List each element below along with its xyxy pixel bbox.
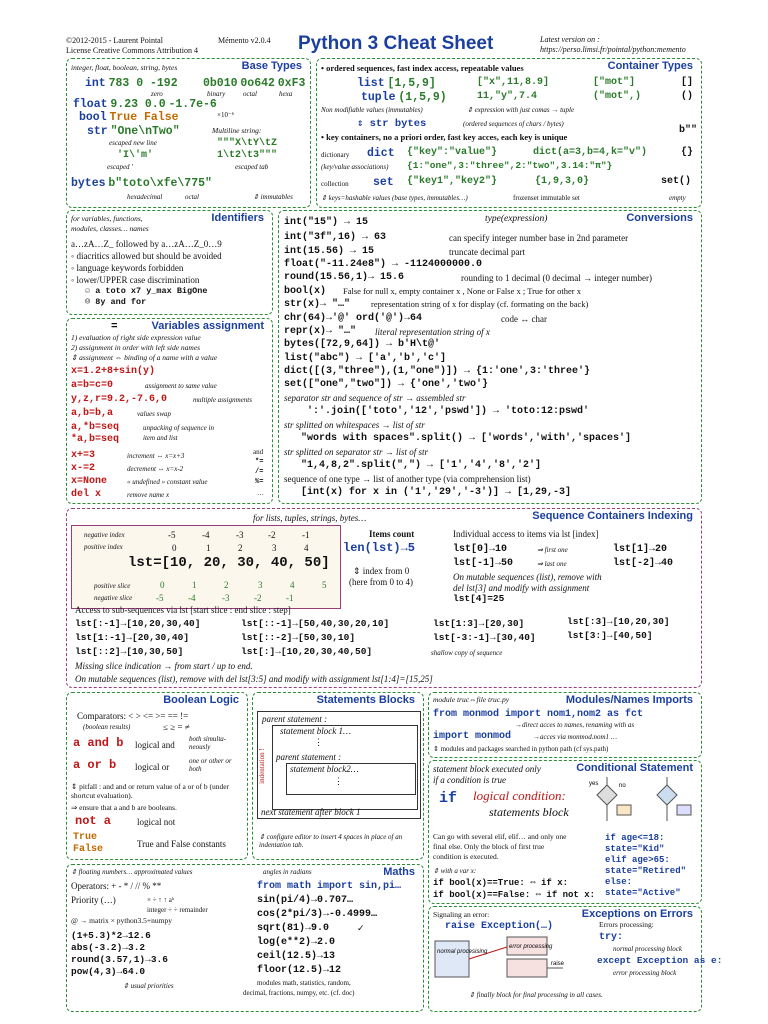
- neg-index-1: -4: [202, 530, 210, 540]
- var-l7: a,b=b,a: [71, 408, 114, 419]
- pos-index-label: positive index: [84, 543, 123, 551]
- pos-slice-0: 0: [160, 580, 165, 590]
- variables-section: [66, 318, 273, 504]
- slice-9: lst[::2]→[10,30,50]: [75, 646, 184, 657]
- section-title: Conversions: [626, 212, 693, 224]
- pos-slice-3: 3: [258, 580, 263, 590]
- module-l1-note: →direct acces to names, renaming with as: [515, 721, 635, 729]
- list-ex1: ["x",11,8.9]: [477, 77, 550, 88]
- neg-index-3: -2: [268, 530, 276, 540]
- var-l12: x=None: [71, 476, 108, 487]
- cond-c2: state="Kid": [605, 844, 665, 854]
- section-title: Variables assignment: [151, 320, 264, 332]
- indentation-label: indentation !: [257, 748, 266, 784]
- neg-slice-0: -5: [156, 593, 164, 603]
- conv-r17: "words with spaces".split() → ['words','with','spaces']: [301, 433, 632, 444]
- expression-note: ⇕ expression with just comas → tuple: [467, 106, 575, 114]
- op-and: and: [253, 448, 264, 456]
- normal-block-label: normal processing block: [613, 945, 682, 953]
- oct-note: octal: [243, 90, 257, 98]
- ident-l3: a…zA…Z_ followed by a…zA…Z_0…9: [71, 239, 222, 249]
- bool-eq-2: if bool(x)==False: ⇔ if not x:: [433, 890, 596, 900]
- str-kw: str: [87, 125, 108, 138]
- collection-label: collection: [321, 180, 349, 188]
- pos-slice-label: positive slice: [94, 582, 131, 590]
- var-l11-note: decrement ⇔ x=x-2: [127, 465, 184, 473]
- processing-label: Errors processing:: [599, 920, 654, 929]
- ensure-note: ⇒ ensure that a and b are booleans.: [71, 803, 177, 812]
- module-l2-note: →acces via monmod.nom1 …: [533, 733, 617, 741]
- conv-r3: int(15.56) → 15: [284, 246, 375, 257]
- and-note2: both simulta-neously: [189, 735, 227, 752]
- var-l2: 2) assignment in order with left side names: [71, 343, 201, 352]
- var-l5-note: assignment to same value: [145, 382, 217, 390]
- hex-note2: hexadecimal: [127, 193, 163, 201]
- access-1-note: ⇒ first one: [537, 546, 568, 554]
- str-bytes: ⇕ str bytes: [357, 118, 427, 130]
- var-l9-note: item and list: [143, 434, 178, 442]
- nonmod-note: Non modifiable values (immutables): [321, 106, 423, 114]
- identifiers-section: [66, 210, 273, 315]
- conv-r11: list("abc") → ['a','b','c']: [284, 353, 447, 364]
- ident-l1: for variables, functions,: [71, 214, 143, 223]
- var-l10: x+=3: [71, 450, 96, 461]
- var-l8: a,*b=seq: [71, 422, 120, 433]
- multiline-label: Multiline string:: [212, 126, 262, 135]
- slice-4: lst[:3]→[10,20,30]: [567, 616, 670, 627]
- set-empty: set(): [661, 176, 692, 187]
- mutable-note-2: del lst[3] and modify with assignment: [453, 583, 590, 593]
- conv-r6-note: False for null x, empty container x , None or False x ; True for other x: [343, 286, 581, 296]
- frozenset-note: frozenset immutable set: [513, 194, 580, 202]
- op-more: …: [257, 489, 264, 497]
- statement-diagram: [257, 711, 421, 819]
- priority-note: × ÷ ↑ ↑ aᵇ: [147, 896, 175, 904]
- math-ex-3: round(3.57,1)→3.6: [71, 954, 168, 965]
- math-ex-1: (1+5.3)*2→12.6: [71, 930, 151, 941]
- maths-section: [66, 864, 424, 1012]
- conv-r14: separator str and sequence of str → assembled str: [284, 393, 466, 403]
- bytes-val: b"toto\xfe\775": [108, 177, 212, 190]
- section-title: Maths: [383, 866, 415, 878]
- block-1: statement block 1…: [280, 726, 351, 736]
- neg-slice-label: negative slice: [94, 594, 133, 602]
- pos-slice-4: 4: [290, 580, 295, 590]
- type-expr: type(expression): [485, 214, 548, 224]
- boolean-results-note: (boolean results): [83, 723, 131, 731]
- neg-index-4: -1: [302, 530, 310, 540]
- cond-note-3: condition is executed.: [433, 852, 499, 861]
- var-l3: ⇕ assignment ⇔ binding of a name with a value: [71, 353, 218, 362]
- or-expr: a or b: [73, 758, 117, 772]
- conv-r9-note: literal representation string of x: [375, 327, 490, 337]
- op-div: /=: [255, 468, 264, 476]
- str-val: "One\nTwo": [110, 125, 180, 138]
- neg-slice-4: -1: [286, 593, 294, 603]
- int-hex: 0xF3: [277, 77, 306, 90]
- escaped-tab-note: escaped tab: [235, 163, 269, 171]
- pos-index-3: 3: [272, 543, 277, 553]
- section-title: Statements Blocks: [316, 694, 415, 706]
- exception-flow-diagram: [433, 935, 583, 983]
- container-types-section: [316, 58, 702, 208]
- math-r3: cos(2*pi/3)→-0.4999…: [257, 909, 378, 920]
- mutable-note-3: lst[4]=25: [453, 593, 505, 604]
- priority: Priority (…): [71, 895, 116, 905]
- signal-label: Signaling an error:: [433, 910, 490, 919]
- conv-r4: float("-11.24e8") → -1124000000.0: [284, 259, 483, 270]
- pos-index-4: 4: [304, 543, 309, 553]
- conv-r2-note: can specify integer number base in 2nd parameter: [449, 233, 629, 243]
- conditional-section: [428, 760, 702, 904]
- index-diagram: [71, 525, 341, 609]
- error-proc-label: error processing: [509, 944, 553, 950]
- memento-version: Mémento v2.0.4: [218, 36, 271, 45]
- conv-r15: ':'.join(['toto','12','pswd']) → 'toto:12:pswd': [307, 406, 590, 417]
- next-statement: next statement after block 1: [261, 807, 361, 817]
- cond-intro-1: statement block executed only: [433, 764, 541, 774]
- cond-c6: state="Active": [605, 888, 681, 898]
- slice-10-note: shallow copy of sequence: [431, 649, 503, 657]
- math-r1: from math import sin,pi…: [257, 881, 402, 892]
- conv-r2: int("3f",16) → 63: [284, 232, 387, 243]
- index-range-note: (here from 0 to 4): [349, 577, 413, 587]
- conv-r8-note: code ↔ char: [501, 314, 547, 324]
- exceptions-section: [428, 906, 723, 1012]
- not-note: logical not: [137, 817, 176, 827]
- cond-block: statements block: [489, 805, 569, 819]
- and-expr: a and b: [73, 736, 124, 750]
- tuple-ex1: 11,"y",7.4: [477, 91, 538, 102]
- var-l12-note: « undefined » constant value: [127, 478, 208, 486]
- math-modules-1: modules math, statistics, random,: [257, 979, 351, 987]
- slice-10: lst[:]→[10,20,30,40,50]: [241, 646, 373, 657]
- keys-note: ⇕ keys=hashable values (base types, immutables…): [321, 194, 468, 202]
- tuple-val: (1,5,9): [398, 91, 447, 104]
- ident-l5: ◦ language keywords forbidden: [71, 263, 184, 273]
- conv-r21: [int(x) for x in ('1','29','-3')] → [1,29,-3]: [301, 487, 572, 498]
- hex-note: hexa: [279, 90, 293, 98]
- neg-slice-3: -2: [254, 593, 262, 603]
- dots-1: ⋮: [314, 737, 323, 747]
- eq-sign: =: [111, 321, 118, 333]
- comparators: Comparators: < > <= >= == !=: [77, 711, 189, 721]
- quote-val: 'I\'m': [117, 150, 154, 161]
- var-x-note: ⇕ with a var x:: [433, 867, 477, 875]
- slice-5: lst[1:-1]→[20,30,40]: [75, 632, 190, 643]
- math-r7: floor(12.5)→12: [257, 965, 342, 976]
- conv-r5-note: rounding to 1 decimal (0 decimal → integer number): [461, 273, 652, 283]
- copyright: ©2012-2015 - Laurent Pointal: [66, 36, 163, 45]
- seq-intro: for lists, tuples, strings, bytes…: [253, 513, 367, 523]
- conversions-section: [278, 210, 702, 504]
- list-ex2: ["mot"]: [593, 77, 636, 88]
- var-l6-note: multiple assignments: [193, 396, 252, 404]
- var-l9: *a,b=seq: [71, 434, 120, 445]
- var-l4: x=1.2+8+sin(y): [71, 366, 156, 377]
- list-kw: list: [357, 77, 385, 90]
- empty-note: empty: [669, 194, 686, 202]
- section-title: Container Types: [607, 60, 693, 72]
- section-title: Boolean Logic: [163, 694, 239, 706]
- dict-kw: dict: [367, 147, 395, 160]
- pos-index-0: 0: [172, 543, 177, 553]
- var-l7-note: values swap: [137, 410, 172, 418]
- access-3-note: ⇒ last one: [537, 560, 567, 568]
- op-mul: *=: [255, 458, 264, 466]
- section-title: Modules/Names Imports: [565, 694, 693, 706]
- dict-label: dictionary: [321, 151, 350, 159]
- immutables-note: ⇕ immutables: [253, 193, 293, 201]
- mutable-note-1: On mutable sequences (list), remove with: [453, 572, 602, 582]
- escaped-newline-note: escaped new line: [109, 139, 157, 147]
- ident-l8: ☹ 8y and for: [85, 297, 147, 307]
- zero-note: zero: [151, 90, 163, 98]
- escaped-quote-note: escaped ': [107, 163, 133, 171]
- key-containers-label: • key containers, no a priori order, fast key acces, each key is unique: [321, 132, 568, 142]
- integer-note: integer ÷ ÷ remainder: [147, 906, 208, 914]
- len-example: len(lst)→5: [343, 541, 416, 555]
- int-bin: 0b010: [203, 77, 238, 90]
- cond-intro-2: if a condition is true: [433, 775, 506, 785]
- false-const: False: [73, 844, 104, 855]
- modules-section: [428, 692, 702, 758]
- operators: Operators: + - * / // % **: [71, 881, 162, 891]
- slice-3: lst[1:3]→[20,30]: [433, 618, 525, 629]
- var-l6: y,z,r=9.2,-7.6,0: [71, 394, 168, 405]
- bytes-kw: bytes: [71, 177, 106, 190]
- section-title: Sequence Containers Indexing: [532, 510, 693, 522]
- usual-priorities-note: ⇕ usual priorities: [123, 982, 174, 990]
- pos-slice-5: 5: [322, 580, 327, 590]
- dict-ex1: {"key":"value"}: [407, 147, 498, 158]
- op-mod: %=: [255, 478, 264, 486]
- pos-slice-1: 1: [192, 580, 197, 590]
- indiv-access-label: Individual access to items via lst [index]: [453, 529, 599, 539]
- configure-note: ⇕ configure editor to insert 4 spaces in place of an indentation tab.: [259, 833, 403, 850]
- conv-r12: dict([(3,"three"),(1,"one")]) → {1:'one',3:'three'}: [284, 366, 591, 377]
- access-4: lst[-2]→40: [613, 558, 674, 569]
- conv-r1: int("15") → 15: [284, 217, 369, 228]
- raise-label: raise: [551, 961, 565, 967]
- conv-r5: round(15.56,1)→ 15.6: [284, 272, 405, 283]
- exp-note: ×10⁻⁶: [217, 111, 235, 119]
- bool-eq-1: if bool(x)==True: ⇔ if x:: [433, 878, 569, 888]
- bin-note: binary: [207, 90, 226, 98]
- floating-note: ⇕ floating numbers… approximated values: [71, 868, 193, 876]
- try-kw: try:: [599, 932, 624, 943]
- base-types-section: [66, 58, 311, 208]
- neg-index-0: -5: [168, 530, 176, 540]
- conv-r10: bytes([72,9,64]) → b'H\t@': [284, 339, 441, 350]
- normal-proc-label: normal procesising: [437, 949, 488, 955]
- ident-l7: ☺ a toto x7 y_max BigOne: [85, 286, 208, 296]
- pos-slice-2: 2: [224, 580, 229, 590]
- and-note: logical and: [135, 740, 175, 750]
- math-r6: ceil(12.5)→13: [257, 951, 336, 962]
- cond-note-1: Can go with several elif, elif… and only one: [433, 832, 567, 841]
- cond-c5: else:: [605, 877, 633, 887]
- consts-note: True and False constants: [137, 839, 226, 849]
- bytes-empty: b"": [679, 125, 698, 136]
- math-r5: log(e**2)→2.0: [257, 937, 336, 948]
- module-l3: ⇕ modules and packages searched in python path (cf sys.path): [433, 745, 609, 753]
- dict-empty: {}: [681, 147, 694, 158]
- module-intro: module truc⇔file truc.py: [433, 695, 510, 704]
- dots-2: ⋮: [334, 776, 343, 786]
- math-ex-2: abs(-3.2)→3.2: [71, 942, 146, 953]
- intro: integer, float, boolean, string, bytes: [71, 63, 178, 72]
- oct-note2: octal: [185, 193, 199, 201]
- subseq-label: Access to sub-sequences via lst [start slice : end slice : step]: [75, 605, 291, 615]
- access-2: lst[1]→20: [613, 544, 668, 555]
- mutable-slice-note: On mutable sequences (list), remove with del lst[3:5] and modify with assignment lst[1:4]=[15,25]: [75, 674, 433, 684]
- cond-c4: state="Retired": [605, 866, 687, 876]
- ident-l6: ◦ lower/UPPER case discrimination: [71, 275, 200, 285]
- lst-def: lst=[10, 20, 30, 40, 50]: [128, 555, 330, 571]
- math-ex-4: pow(4,3)→64.0: [71, 966, 146, 977]
- ordered-seq-label: • ordered sequences, fast index access, repeatable values: [321, 63, 524, 73]
- conv-r6: bool(x): [284, 286, 327, 297]
- slice-7: lst[-3:-1]→[30,40]: [433, 632, 536, 643]
- block-2: statement block2…: [290, 764, 359, 774]
- error-block-label: error processing block: [613, 969, 677, 977]
- or-note: logical or: [135, 762, 170, 772]
- var-l5: a=b=c=0: [71, 380, 114, 391]
- bool-kw: bool: [79, 111, 107, 124]
- conv-r9: repr(x)→ "…": [284, 326, 357, 337]
- raise-expr: raise Exception(…): [445, 921, 554, 932]
- missing-slice-note: Missing slice indication → from start / up to end.: [75, 661, 253, 671]
- slice-1: lst[:-1]→[10,20,30,40]: [75, 618, 201, 629]
- section-title: Identifiers: [211, 212, 264, 224]
- boolean-section: [66, 692, 248, 860]
- conv-r19: "1,4,8,2".split(",") → ['1','4','8','2']: [301, 460, 542, 471]
- conv-r8: chr(64)→'@' ord('@')→64: [284, 313, 423, 324]
- module-l1: from monmod import nom1,nom2 as fct: [433, 709, 644, 720]
- pos-index-2: 2: [238, 543, 243, 553]
- true-const: True: [73, 832, 98, 843]
- var-l11: x-=2: [71, 463, 96, 474]
- items-count-label: Items count: [369, 529, 415, 539]
- dict-ex2: dict(a=3,b=4,k="v"): [533, 147, 648, 158]
- section-title: Base Types: [241, 60, 302, 72]
- list-empty: []: [681, 77, 694, 88]
- conv-r13: set(["one","two"]) → {'one','two'}: [284, 379, 489, 390]
- slice-2: lst[::-1]→[50,40,30,20,10]: [241, 618, 390, 629]
- latest-label: Latest version on :: [540, 35, 600, 44]
- parent-1: parent statement :: [262, 714, 328, 724]
- math-ops: ≤ ≥ = ≠: [163, 722, 190, 732]
- cond-c3: elif age>65:: [605, 855, 670, 865]
- conv-r16: str splitted on whitespaces → list of str: [284, 420, 425, 430]
- bool-vals: True False: [109, 111, 179, 124]
- section-title: Exceptions on Errors: [581, 908, 693, 920]
- var-l8-note: unpacking of sequence in: [143, 424, 214, 432]
- conv-r18: str splitted on separator str → list of str: [284, 447, 429, 457]
- conv-r7: str(x)→ "…": [284, 299, 351, 310]
- slice-8: lst[3:]→[40,50]: [567, 630, 653, 641]
- multiline-val1: """X\tY\tZ: [217, 138, 278, 149]
- finally-note: ⇕ finally block for final processing in all cases.: [469, 991, 603, 999]
- var-l13-note: remove name x: [127, 491, 170, 499]
- float-kw: float: [73, 98, 108, 111]
- math-r4: sqrt(81)→9.0: [257, 923, 330, 934]
- int-oct: 0o642: [240, 77, 275, 90]
- pos-index-1: 1: [206, 543, 211, 553]
- if-kw: if: [439, 790, 458, 807]
- index-from0: ⇕ index from 0: [353, 566, 410, 576]
- module-l2: import monmod: [433, 731, 512, 742]
- license: License Creative Commons Attribution 4: [66, 46, 198, 55]
- tuple-kw: tuple: [361, 91, 396, 104]
- neg-slice-1: -4: [188, 593, 196, 603]
- slice-6: lst[::-2]→[50,30,10]: [241, 632, 356, 643]
- conv-r7-note: representation string of x for display (cf. formating on the back): [371, 299, 589, 309]
- math-r2: sin(pi/4)→0.707…: [257, 895, 354, 906]
- parent-2: parent statement :: [276, 752, 342, 762]
- list-val: [1,5,9]: [387, 77, 436, 90]
- set-kw: set: [373, 176, 394, 189]
- var-l13: del x: [71, 489, 102, 500]
- statements-section: [252, 692, 424, 860]
- set-ex2: {1,9,3,0}: [535, 176, 590, 187]
- var-l10-note: increment ⇔ x=x+3: [127, 452, 185, 460]
- check-icon: ✓: [357, 923, 365, 933]
- float-exp: -1.7e-6: [168, 98, 217, 111]
- set-ex1: {"key1","key2"}: [407, 176, 498, 187]
- float-vals: 9.23 0.0: [110, 98, 166, 111]
- cond-c1: if age<=18:: [605, 833, 665, 843]
- latest-url[interactable]: https://perso.limsi.fr/pointal/python:memento: [540, 45, 686, 54]
- var-l1: 1) evaluation of right side expression value: [71, 333, 201, 342]
- kv-label: (key/value associations): [321, 163, 389, 171]
- yes-label: yes: [589, 781, 599, 787]
- not-expr: not a: [75, 814, 112, 828]
- access-3: lst[-1]→50: [453, 558, 514, 569]
- cond-flow-diagram: [587, 775, 699, 827]
- section-title: Conditional Statement: [576, 762, 693, 774]
- tuple-ex2: ("mot",): [593, 91, 642, 102]
- page-title: Python 3 Cheat Sheet: [298, 33, 494, 54]
- ident-l2: modules, classes… names: [71, 224, 149, 233]
- neg-index-label: negative index: [84, 531, 125, 539]
- access-1: lst[0]→10: [453, 544, 508, 555]
- ident-l4: ◦ diacritics allowed but should be avoided: [71, 251, 222, 261]
- ordered-seq-note: (ordered sequences of chars / bytes): [463, 120, 564, 128]
- conv-r20: sequence of one type → list of another type (via comprehension list): [284, 474, 531, 484]
- matrix-note: @ → matrix × python3.5+numpy: [71, 916, 172, 925]
- neg-slice-2: -3: [222, 593, 230, 603]
- math-modules-2: decimal, fractions, numpy, etc. (cf. doc): [243, 989, 355, 997]
- tuple-empty: (): [681, 91, 694, 102]
- angles-note: angles in radians: [263, 868, 312, 876]
- multiline-val2: 1\t2\t3""": [217, 150, 278, 161]
- no-label: no: [619, 783, 626, 789]
- int-kw: int: [85, 77, 106, 90]
- cond-logical: logical condition:: [473, 788, 566, 803]
- except-expr: except Exception as e:: [597, 955, 723, 966]
- cond-note-2: final else. Only the block of first true: [433, 842, 545, 851]
- seq-index-section: [66, 508, 702, 688]
- or-note2: one or other or both: [189, 757, 232, 774]
- int-vals: 783 0 -192: [108, 77, 178, 90]
- neg-index-2: -3: [236, 530, 244, 540]
- dict-ex3: {1:"one",3:"three",2:"two",3.14:"π"}: [407, 160, 613, 171]
- conv-r3-note: truncate decimal part: [449, 247, 525, 257]
- pitfall-note: ⇕ pitfall : and and or return value of a or of b (under shortcut evaluation).: [71, 782, 230, 800]
